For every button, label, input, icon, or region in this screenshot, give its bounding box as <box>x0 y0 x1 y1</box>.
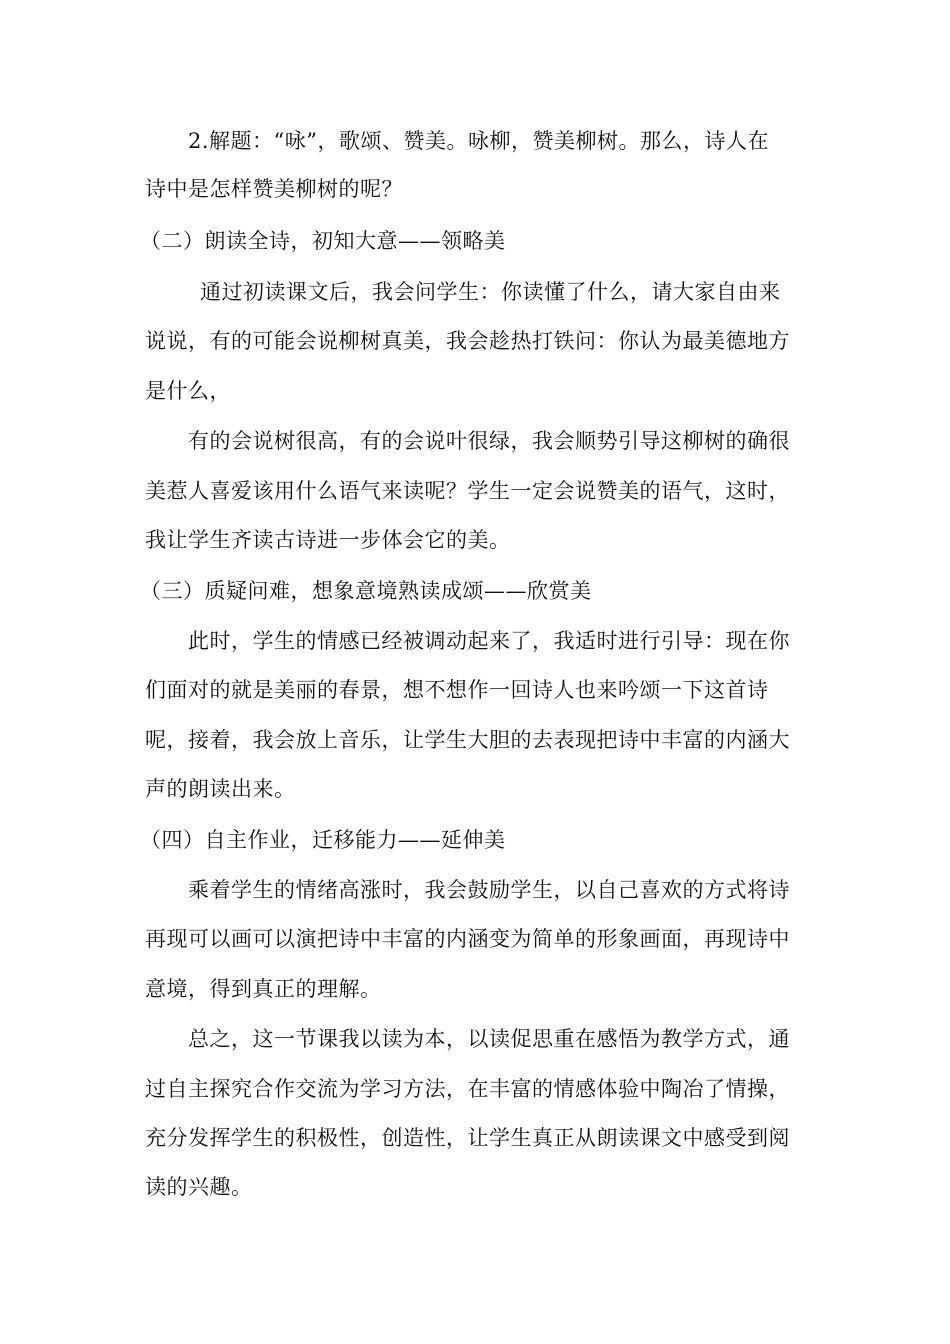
section-heading-3: （三）质疑问难，想象意境熟读成颂——欣赏美 <box>140 579 592 603</box>
section-heading-2: （二）朗读全诗，初知大意——领略美 <box>140 229 506 253</box>
paragraph-9-line-2: 过自主探究合作交流为学习方法，在丰富的情感体验中陶冶了情操， <box>145 1077 790 1101</box>
paragraph-6-line-4: 声的朗读出来。 <box>145 777 296 801</box>
paragraph-4-line-1: 有的会说树很高，有的会说叶很绿，我会顺势引导这柳树的确很 <box>188 429 790 453</box>
paragraph-3-line-3: 是什么， <box>145 379 231 403</box>
paragraph-9-line-4: 读的兴趣。 <box>145 1175 253 1199</box>
paragraph-6-line-1: 此时，学生的情感已经被调动起来了，我适时进行引导：现在你 <box>188 629 790 653</box>
paragraph-9-line-3: 充分发挥学生的积极性，创造性，让学生真正从朗读课文中感受到阅 <box>145 1126 790 1150</box>
paragraph-6-line-2: 们面对的就是美丽的春景，想不想作一回诗人也来吟颂一下这首诗 <box>145 678 769 702</box>
paragraph-4-line-3: 我让学生齐读古诗进一步体会它的美。 <box>145 528 511 552</box>
paragraph-3-line-1: 通过初读课文后，我会问学生：你读懂了什么，请大家自由来 <box>200 280 781 304</box>
paragraph-8-line-2: 再现可以画可以演把诗中丰富的内涵变为简单的形象画面，再现诗中 <box>145 927 790 951</box>
paragraph-9-line-1: 总之，这一节课我以读为本，以读促思重在感悟为教学方式，通 <box>188 1027 790 1051</box>
paragraph-8-line-3: 意境，得到真正的理解。 <box>145 977 382 1001</box>
paragraph-4-line-2: 美惹人喜爱该用什么语气来读呢？学生一定会说赞美的语气，这时， <box>145 479 790 503</box>
paragraph-6-line-3: 呢，接着，我会放上音乐，让学生大胆的去表现把诗中丰富的内涵大 <box>145 728 790 752</box>
paragraph-1-line-1: 2.解题：“咏”，歌颂、赞美。咏柳，赞美柳树。那么，诗人在 <box>188 129 770 153</box>
paragraph-1-line-2: 诗中是怎样赞美柳树的呢？ <box>145 177 403 201</box>
paragraph-8-line-1: 乘着学生的情绪高涨时，我会鼓励学生，以自己喜欢的方式将诗 <box>188 878 790 902</box>
paragraph-3-line-2: 说说，有的可能会说柳树真美，我会趁热打铁问：你认为最美德地方 <box>145 329 790 353</box>
section-heading-4: （四）自主作业，迁移能力——延伸美 <box>140 828 506 852</box>
